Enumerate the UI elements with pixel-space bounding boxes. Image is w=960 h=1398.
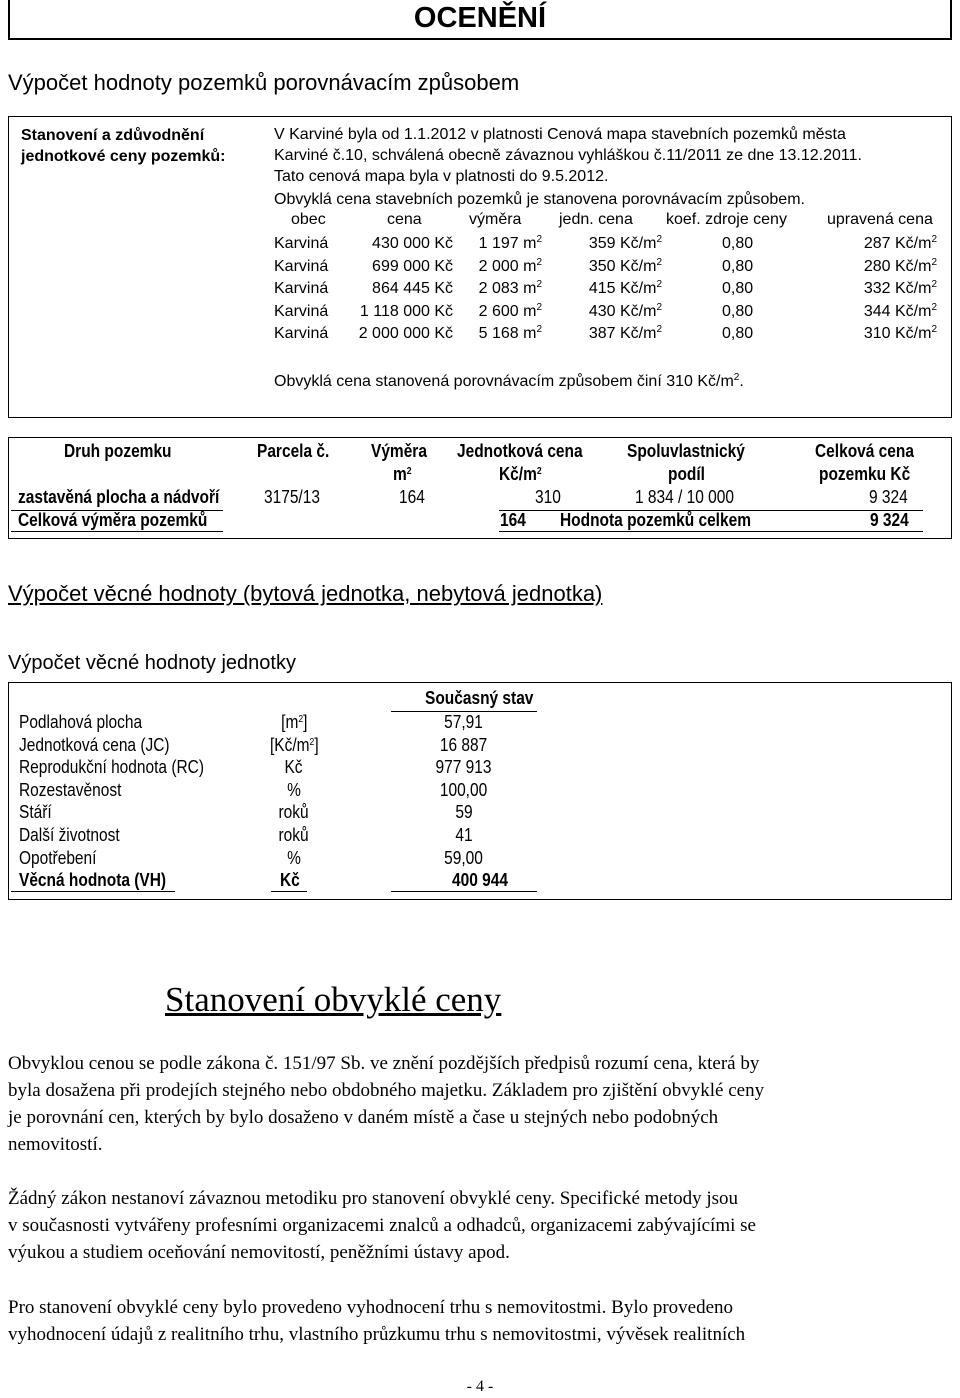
land-conclusion: Obvyklá cena stanovená porovnávacím způsobem činí 310 $Kč/m^2$. bbox=[274, 372, 744, 390]
unit-row-value: 59 bbox=[455, 802, 473, 823]
comparison-cell-upravena: 332 $Kč/m^2$ bbox=[863, 279, 937, 297]
column-header-soucasny-stav: Současný stav bbox=[425, 688, 534, 708]
header-parcela: Parcela č. bbox=[257, 441, 330, 461]
comparison-cell-koef: 0,80 bbox=[722, 280, 754, 297]
header-spoluvlastnicky: Spoluvlastnický bbox=[627, 441, 745, 461]
comparison-cell-upravena: 287 $Kč/m^2$ bbox=[863, 234, 937, 252]
land-valuation-box bbox=[8, 116, 952, 418]
row-vymera: 164 bbox=[399, 487, 425, 507]
unit-row-label: Další životnost bbox=[19, 825, 120, 845]
vecna-subheading: Výpočet věcné hodnoty jednotky bbox=[8, 652, 296, 674]
unit-row-unit: % bbox=[287, 847, 301, 868]
comparison-cell-obec: Karviná bbox=[274, 235, 329, 252]
comparison-cell-obec: Karviná bbox=[274, 280, 329, 297]
total-label-hodnota: Hodnota pozemků celkem bbox=[560, 510, 751, 530]
total-underline-left bbox=[11, 531, 223, 532]
unit-row-label: Jednotková cena (JC) bbox=[19, 734, 170, 755]
comparison-header-cell: upravená cena bbox=[827, 211, 933, 228]
vecna-total-value: 400 944 bbox=[452, 870, 508, 890]
comparison-cell-vymera: 5 168 $m^2$ bbox=[478, 324, 542, 342]
comparison-header-cell: koef. zdroje ceny bbox=[666, 211, 787, 228]
row-celkova-cena: 9 324 bbox=[869, 487, 908, 507]
unit-row-unit: roků bbox=[278, 802, 310, 823]
comparison-cell-koef: 0,80 bbox=[722, 302, 754, 320]
land-text-line: V Karviné byla od 1.1.2012 v platnosti Cenová mapa stavebních pozemků města bbox=[274, 126, 846, 143]
vecna-section-heading: Výpočet věcné hodnoty (bytová jednotka, nebytová jednotka) bbox=[8, 581, 603, 606]
vecna-total-label: Věcná hodnota (VH) bbox=[19, 870, 167, 890]
unit-row-unit: % bbox=[287, 779, 301, 800]
comparison-cell-jedn: 350 $Kč/m^2$ bbox=[588, 256, 662, 275]
land-section-heading: Výpočet hodnoty pozemků porovnávacím způsobem bbox=[8, 70, 520, 95]
land-label: Stanovení a zdůvodnění jednotkové ceny pozemků: bbox=[21, 127, 226, 165]
comparison-header-cell: jedn. cena bbox=[559, 211, 633, 228]
total-label: Celková výměra pozemků bbox=[18, 510, 208, 530]
header-druh: Druh pozemku bbox=[64, 441, 172, 461]
unit-row-unit: roků bbox=[278, 825, 310, 845]
comparison-cell-koef: 0,80 bbox=[722, 325, 754, 342]
vecna-total-underline-left bbox=[11, 891, 175, 892]
comparison-cell-obec: Karviná bbox=[274, 325, 329, 342]
comparison-cell-koef: 0,80 bbox=[722, 235, 754, 252]
unit-row-label: Reprodukční hodnota (RC) bbox=[19, 757, 205, 778]
unit-value-table bbox=[8, 682, 952, 900]
comparison-cell-vymera: 2 600 $m^2$ bbox=[478, 301, 542, 320]
obvykla-section-heading: Stanovení obvyklé ceny bbox=[165, 980, 502, 1019]
header-jednotkova-unit: $Kč/m^2$ bbox=[499, 464, 542, 484]
unit-row-label: Podlahová plocha bbox=[19, 712, 143, 732]
comparison-cell-jedn: 415 $Kč/m^2$ bbox=[588, 279, 662, 297]
parcel-table bbox=[8, 437, 952, 539]
comparison-cell-cena: 699 000 Kč bbox=[372, 257, 453, 275]
obvykla-paragraph-3: Pro stanovení obvyklé ceny bylo provedeno vyhodnocení trhu s nemovitostmi. Bylo provedeno vyhodnocení údajů z realitního trhu, vlastního průzkumu trhu s nemovitostmi, vývěsek realitních bbox=[8, 1297, 746, 1345]
unit-row-value: 977 913 bbox=[436, 757, 492, 778]
obvykla-paragraph-1: Obvyklou cenou se podle zákona č. 151/97 Sb. ve znění pozdějších předpisů rozumí cena, která by byla dosažena při prodejích stejného nebo obdobného majetku. Základem pro zjištění obvyklé ceny je porovnání cen, kterých by bylo dosaženo v daném místě a čase u stejných nebo podobných nemovitostí. bbox=[8, 1053, 765, 1155]
unit-row-value: 16 887 bbox=[440, 734, 488, 755]
comparison-cell-jedn: 387 $Kč/m^2$ bbox=[588, 324, 662, 342]
comparison-cell-cena: 1 118 000 Kč bbox=[359, 302, 453, 320]
comparison-cell-jedn: 359 $Kč/m^2$ bbox=[588, 234, 662, 252]
comparison-cell-vymera: 2 083 $m^2$ bbox=[478, 279, 542, 297]
row-parcela: 3175/13 bbox=[264, 487, 320, 507]
comparison-cell-cena: 2 000 000 Kč bbox=[358, 325, 453, 342]
title-box bbox=[8, 0, 952, 40]
vecna-total-underline-mid bbox=[271, 891, 307, 892]
comparison-cell-obec: Karviná bbox=[274, 257, 329, 275]
total-celkova-cena: 9 324 bbox=[870, 510, 909, 530]
comparison-cell-vymera: 2 000 $m^2$ bbox=[478, 256, 542, 275]
comparison-cell-vymera: 1 197 $m^2$ bbox=[478, 234, 542, 252]
comparison-cell-koef: 0,80 bbox=[722, 257, 754, 275]
header-vymera: Výměra bbox=[371, 441, 427, 461]
page-number: - 4 - bbox=[466, 1378, 494, 1395]
header-jednotkova-cena: Jednotková cena bbox=[457, 441, 583, 461]
header-pozemku-kc: pozemku Kč bbox=[819, 464, 911, 484]
unit-row-label: Rozestavěnost bbox=[19, 779, 122, 800]
unit-row-unit: $[Kč/m^2]$ bbox=[269, 734, 319, 755]
unit-row-label: Stáří bbox=[19, 802, 52, 823]
land-text-line: Obvyklá cena stavebních pozemků je stanovena porovnávacím způsobem. bbox=[274, 191, 805, 208]
unit-row-value: 57,91 bbox=[444, 712, 484, 732]
land-text-line: Tato cenová mapa byla v platnosti do 9.5.2012. bbox=[274, 168, 609, 185]
comparison-cell-upravena: 310 $Kč/m^2$ bbox=[863, 324, 937, 342]
comparison-cell-jedn: 430 $Kč/m^2$ bbox=[588, 301, 662, 320]
total-vymera: 164 bbox=[500, 510, 526, 530]
row-jednotkova-cena: 310 bbox=[535, 487, 561, 507]
header-vymera-unit: $m^2$ bbox=[393, 464, 412, 484]
comparison-header-cell: výměra bbox=[469, 211, 522, 228]
total-underline-right bbox=[499, 531, 923, 532]
comparison-header-cell: cena bbox=[387, 211, 422, 228]
land-text-line: Karviné č.10, schválená obecně závaznou vyhláškou č.11/2011 ze dne 13.12.2011. bbox=[274, 147, 862, 164]
row-druh: zastavěná plocha a nádvoří bbox=[18, 487, 220, 507]
unit-row-value: 59,00 bbox=[444, 847, 484, 868]
comparison-header-cell: obec bbox=[291, 211, 326, 228]
comparison-cell-cena: 430 000 Kč bbox=[372, 235, 453, 252]
unit-row-value: 100,00 bbox=[440, 779, 488, 800]
comparison-cell-cena: 864 445 Kč bbox=[372, 280, 453, 297]
comparison-cell-obec: Karviná bbox=[274, 302, 329, 320]
unit-row-value: 41 bbox=[455, 825, 473, 845]
header-celkova-cena: Celková cena bbox=[815, 441, 914, 461]
vecna-total-unit: Kč bbox=[280, 870, 300, 890]
unit-row-unit: Kč bbox=[284, 757, 304, 778]
vecna-total-underline-right bbox=[391, 891, 537, 892]
unit-row-unit: $[m^2]$ bbox=[280, 712, 308, 732]
header-podil: podíl bbox=[668, 464, 705, 484]
page-title: OCENĚNÍ bbox=[413, 2, 547, 34]
obvykla-paragraph-2: Žádný zákon nestanoví závaznou metodiku pro stanovení obvyklé ceny. Specifické metody jsou v současnosti vytvářeny profesními organizacemi znalců a odhadců, organizacemi zabývajícími se výukou a studiem oceňování nemovitostí, peněžními ústavy apod. bbox=[8, 1188, 756, 1263]
comparison-cell-upravena: 344 $Kč/m^2$ bbox=[863, 301, 937, 320]
unit-row-label: Opotřebení bbox=[19, 847, 97, 868]
comparison-cell-upravena: 280 $Kč/m^2$ bbox=[863, 256, 937, 275]
row-spoluvlastnicky-podil: 1 834 / 10 000 bbox=[635, 487, 734, 507]
